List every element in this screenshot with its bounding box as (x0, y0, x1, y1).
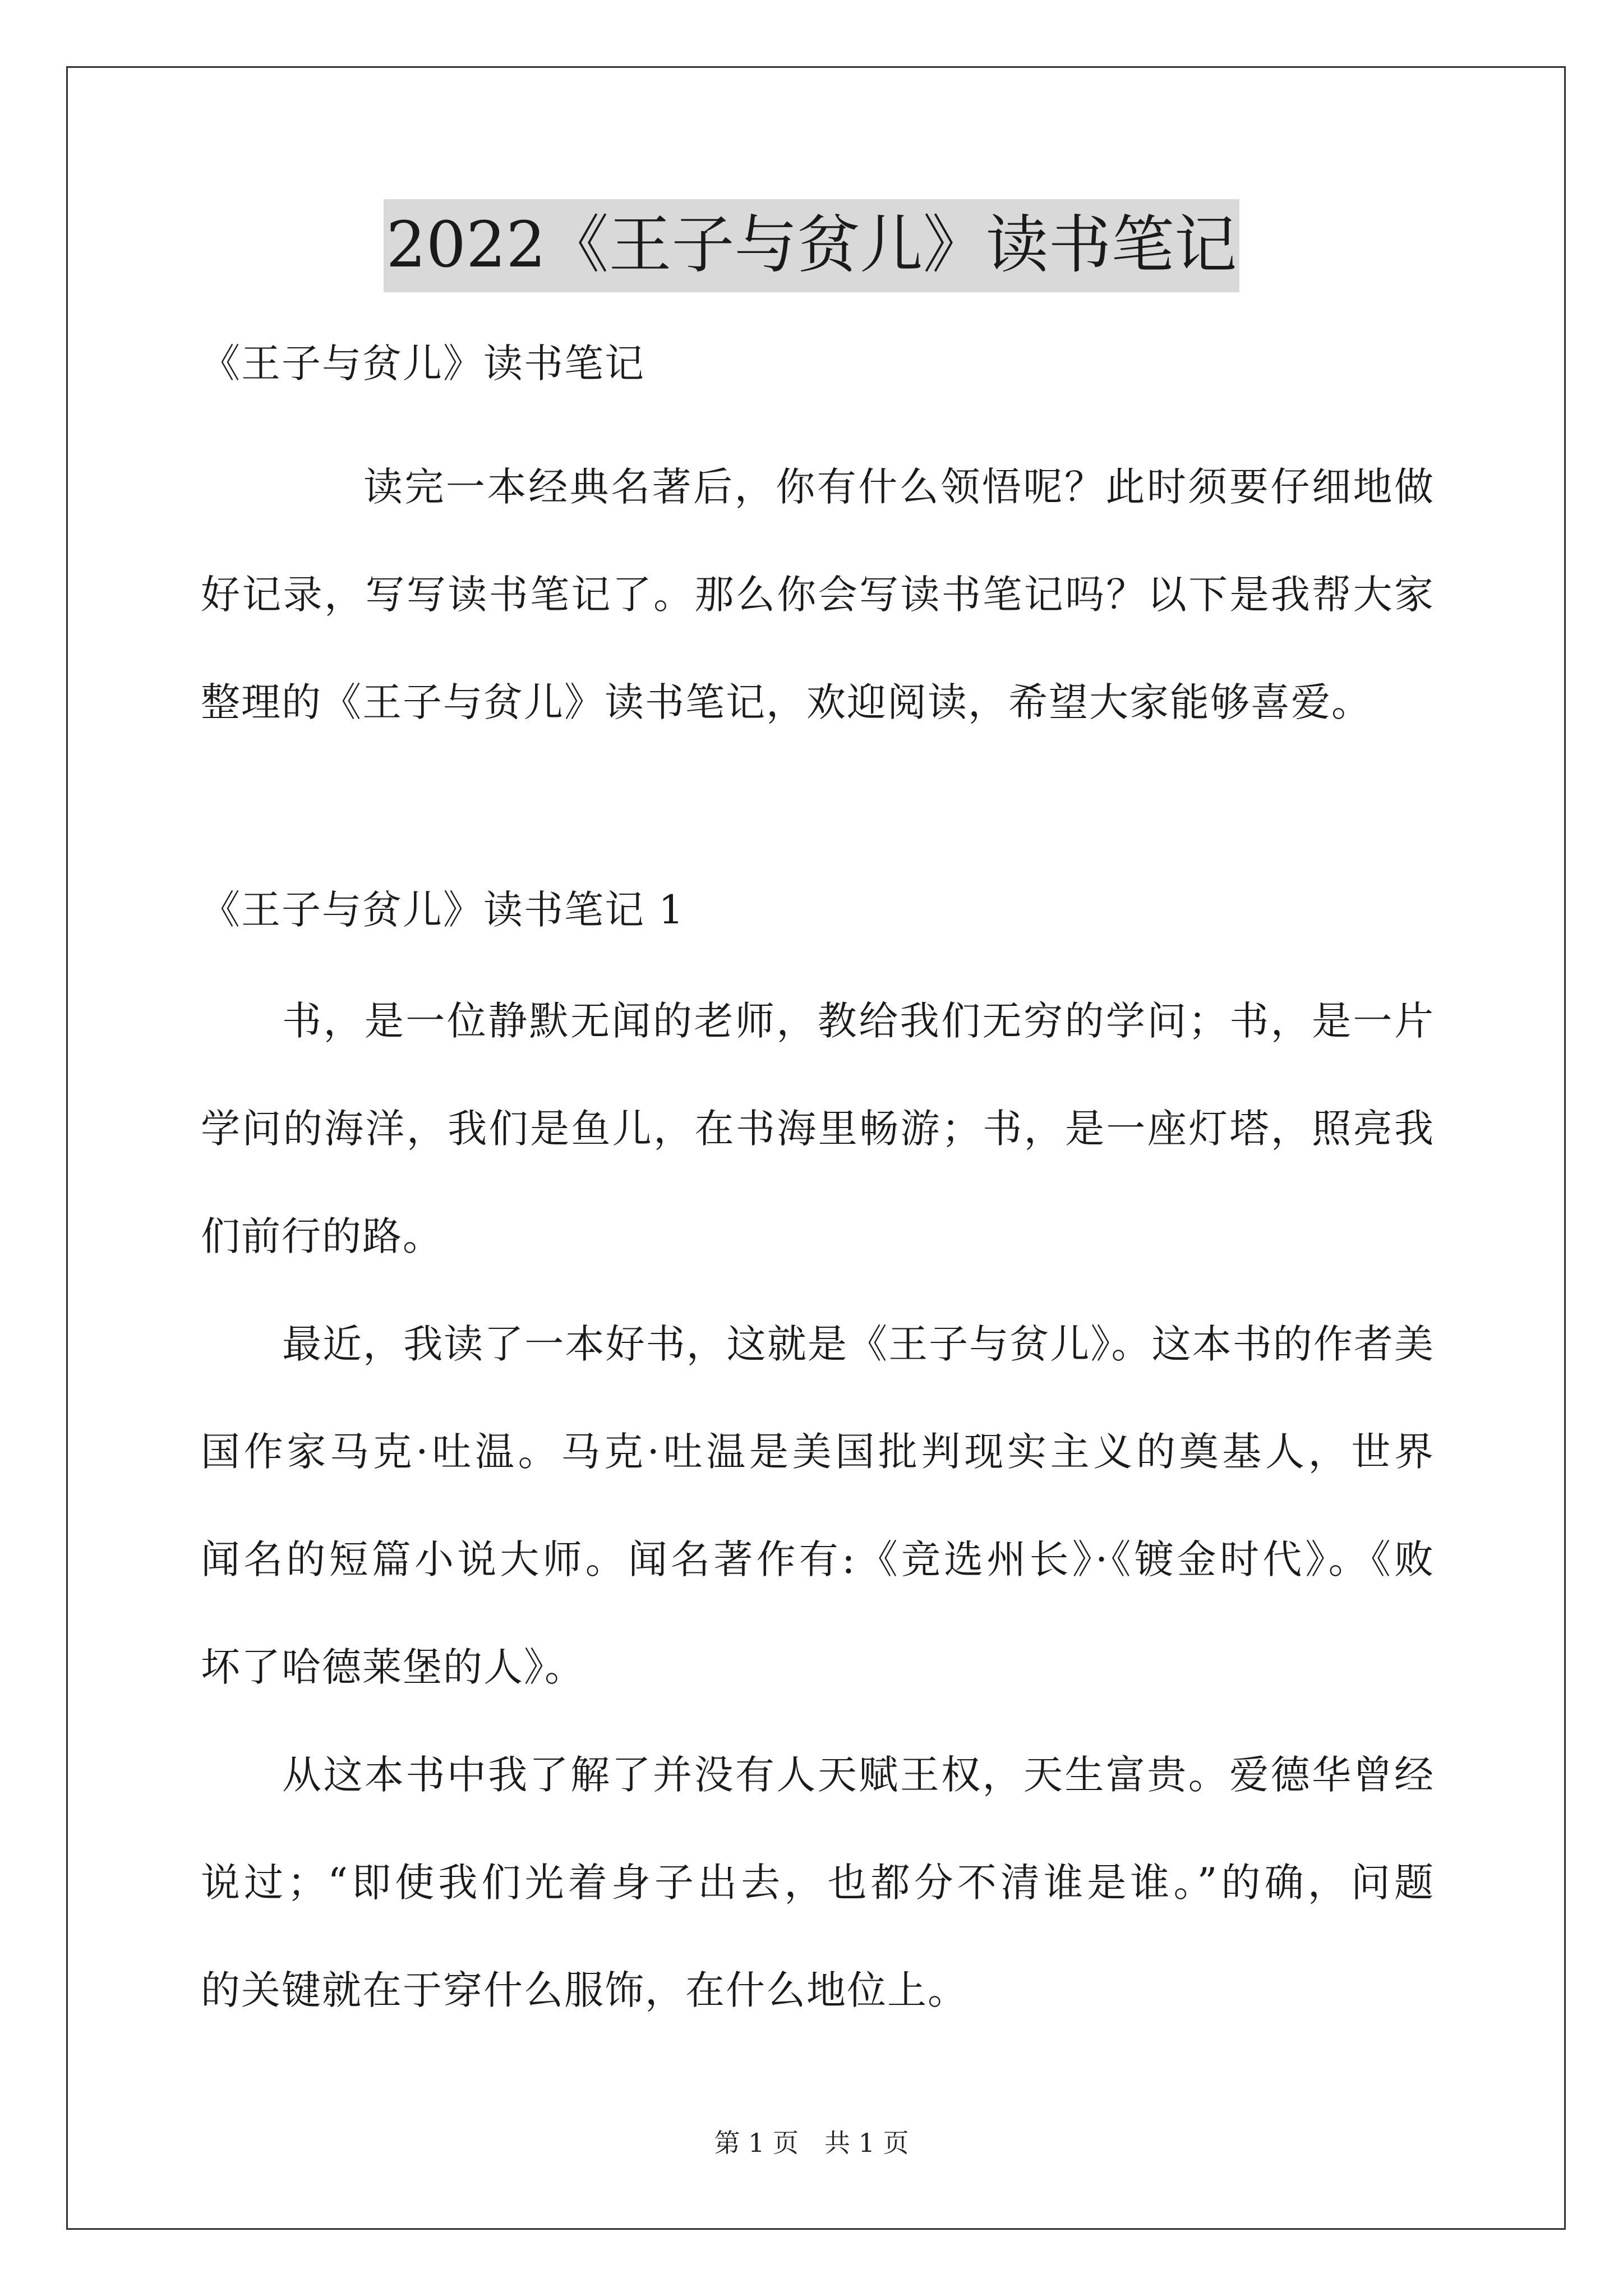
page-footer (0, 2126, 1623, 2160)
paragraph-line: 读完一本经典名著后，你有什么领悟呢？此时须要仔细地做 (363, 464, 1435, 510)
section-heading: 《王子与贫儿》读书笔记 (201, 341, 645, 386)
paragraph-line: 整理的《王子与贫儿》读书笔记，欢迎阅读，希望大家能够喜爱。 (201, 679, 1372, 725)
paragraph-line: 说过；“即使我们光着身子出去，也都分不清谁是谁。”的确，问题 (201, 1860, 1435, 1906)
paragraph-line: 从这本书中我了解了并没有人天赋王权，天生富贵。爱德华曾经 (282, 1752, 1435, 1798)
paragraph-line: 书，是一位静默无闻的老师，教给我们无穷的学问；书，是一片 (282, 998, 1435, 1044)
paragraph-line: 好记录，写写读书笔记了。那么你会写读书笔记吗？以下是我帮大家 (201, 572, 1435, 618)
paragraph-line: 国作家马克·吐温。马克·吐温是美国批判现实主义的奠基人，世界 (201, 1429, 1435, 1475)
page-total: 共 1 页 (824, 2128, 909, 2158)
paragraph-line: 学问的海洋，我们是鱼儿，在书海里畅游；书，是一座灯塔，照亮我 (201, 1106, 1435, 1152)
paragraph-line: 最近，我读了一本好书，这就是《王子与贫儿》。这本书的作者美 (282, 1321, 1435, 1367)
page-number: 第 1 页 (714, 2128, 799, 2158)
document-title: 2022《王子与贫儿》读书笔记 (384, 199, 1239, 292)
paragraph-line: 们前行的路。 (201, 1213, 443, 1259)
paragraph-line: 坏了哈德莱堡的人》。 (201, 1644, 585, 1690)
paragraph-line: 的关键就在于穿什么服饰，在什么地位上。 (201, 1967, 968, 2013)
title-container (0, 199, 1623, 292)
paragraph-line: 闻名的短篇小说大师。闻名著作有:《竞选州长》·《镀金时代》。《败 (201, 1536, 1435, 1582)
section-heading: 《王子与贫儿》读书笔记 1 (201, 887, 685, 933)
